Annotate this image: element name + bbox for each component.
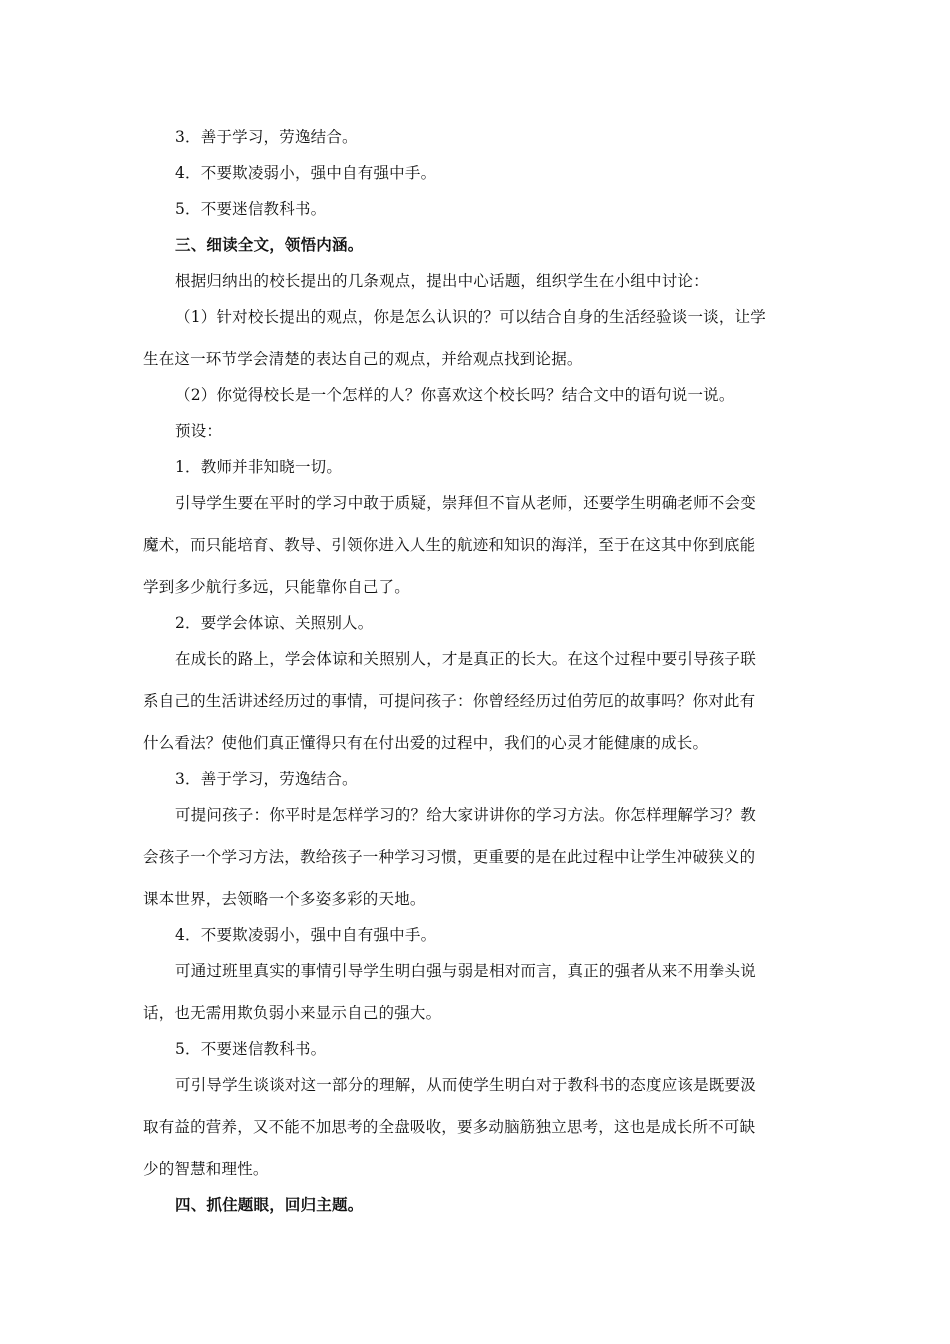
question-line: （1）针对校长提出的观点，你是怎么认识的？可以结合自身的生活经验谈一谈，让学 xyxy=(175,308,766,326)
paragraph-line: 可引导学生谈谈对这一部分的理解，从而使学生明白对于教科书的态度应该是既要汲 xyxy=(175,1076,756,1094)
paragraph-line: 引导学生要在平时的学习中敢于质疑，崇拜但不盲从老师，还要学生明确老师不会变 xyxy=(175,494,756,512)
paragraph-line: 预设： xyxy=(175,422,223,440)
list-item: 5．不要迷信教科书。 xyxy=(175,1040,327,1058)
paragraph-line: 根据归纳出的校长提出的几条观点，提出中心话题，组织学生在小组中讨论： xyxy=(175,272,709,290)
paragraph-line: 魔术，而只能培育、教导、引领你进入人生的航迹和知识的海洋，至于在这其中你到底能 xyxy=(143,536,756,554)
list-item: 4．不要欺凌弱小，强中自有强中手。 xyxy=(175,164,437,182)
paragraph-line: 在成长的路上，学会体谅和关照别人，才是真正的长大。在这个过程中要引导孩子联 xyxy=(175,650,756,668)
paragraph-line: 课本世界，去领略一个多姿多彩的天地。 xyxy=(143,890,426,908)
list-item: 2．要学会体谅、关照别人。 xyxy=(175,614,374,632)
section-heading: 四、抓住题眼，回归主题。 xyxy=(175,1195,364,1214)
paragraph-line: 可通过班里真实的事情引导学生明白强与弱是相对而言，真正的强者从来不用拳头说 xyxy=(175,962,756,980)
question-line: （2）你觉得校长是一个怎样的人？你喜欢这个校长吗？结合文中的语句说一说。 xyxy=(175,386,735,404)
paragraph-line: 少的智慧和理性。 xyxy=(143,1160,269,1178)
paragraph-line: 系自己的生活讲述经历过的事情，可提问孩子：你曾经经历过伯劳厄的故事吗？你对此有 xyxy=(143,692,756,710)
list-item: 4．不要欺凌弱小，强中自有强中手。 xyxy=(175,926,437,944)
paragraph-line: 话，也无需用欺负弱小来显示自己的强大。 xyxy=(143,1004,442,1022)
paragraph-line: 生在这一环节学会清楚的表达自己的观点，并给观点找到论据。 xyxy=(143,350,583,368)
list-item: 3．善于学习，劳逸结合。 xyxy=(175,770,358,788)
paragraph-line: 可提问孩子：你平时是怎样学习的？给大家讲讲你的学习方法。你怎样理解学习？教 xyxy=(175,806,756,824)
paragraph-line: 什么看法？使他们真正懂得只有在付出爱的过程中，我们的心灵才能健康的成长。 xyxy=(143,734,709,752)
paragraph-line: 取有益的营养，又不能不加思考的全盘吸收，要多动脑筋独立思考，这也是成长所不可缺 xyxy=(143,1118,756,1136)
section-heading: 三、细读全文，领悟内涵。 xyxy=(175,235,364,254)
list-item: 5．不要迷信教科书。 xyxy=(175,200,327,218)
list-item: 3．善于学习，劳逸结合。 xyxy=(175,128,358,146)
paragraph-line: 会孩子一个学习方法，教给孩子一种学习习惯，更重要的是在此过程中让学生冲破狭义的 xyxy=(143,848,756,866)
paragraph-line: 学到多少航行多远，只能靠你自己了。 xyxy=(143,578,410,596)
list-item: 1．教师并非知晓一切。 xyxy=(175,458,343,476)
